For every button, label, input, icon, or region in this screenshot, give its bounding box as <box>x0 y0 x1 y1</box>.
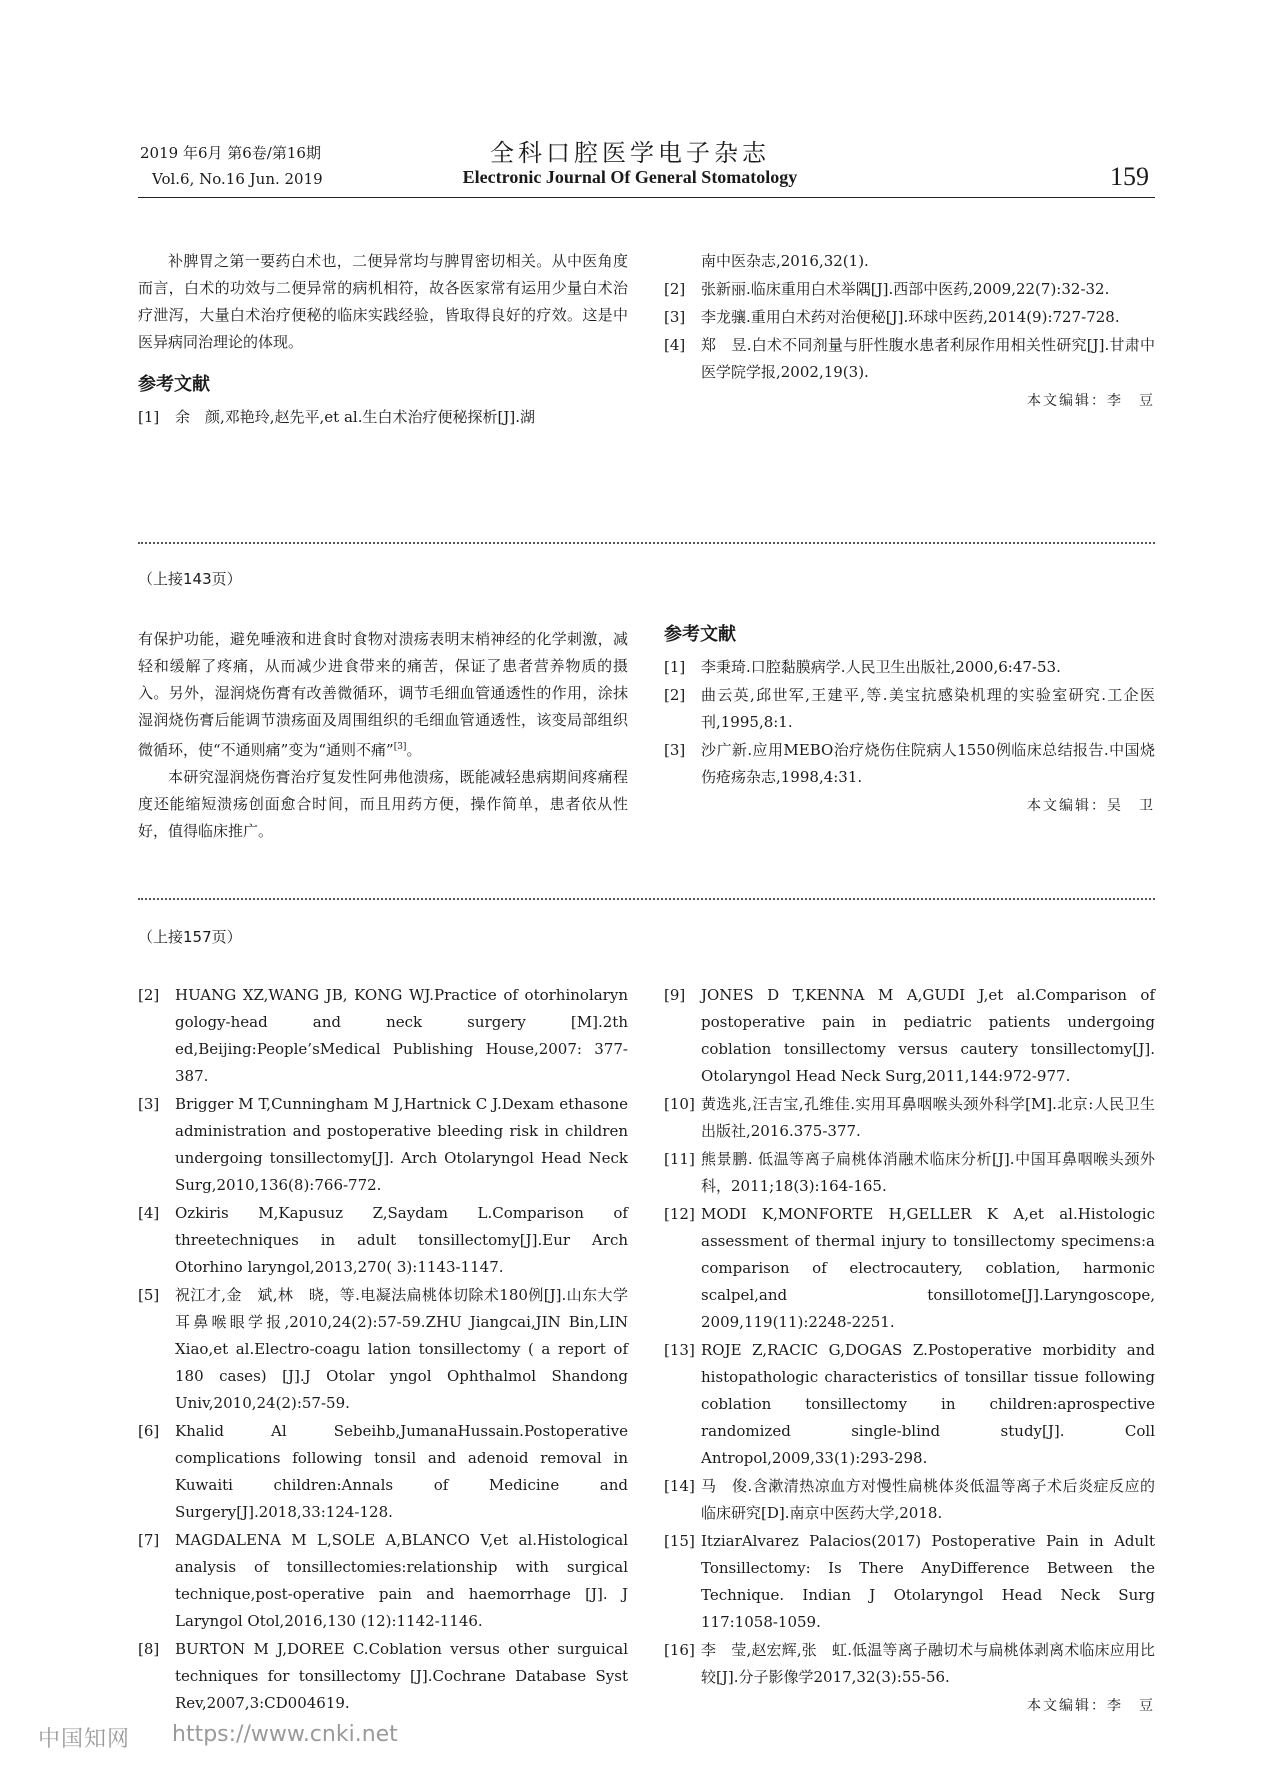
reference-text: Ozkiris M,Kapusuz Z,Saydam L.Comparison of threetechniques in adult tonsillectomy[J].Eur Arch Otorhino laryngol,2013,270( 3):1143-1147. <box>175 1204 628 1276</box>
reference-text: 沙广新.应用MEBO治疗烧伤住院病人1550例临床总结报告.中国烧伤疮疡杂志,1998,4:31. <box>701 741 1155 786</box>
reference-item <box>664 682 1155 736</box>
reference-item <box>664 276 1155 303</box>
reference-number: [3] <box>664 741 686 759</box>
reference-text: BURTON M J,DOREE C.Coblation versus other surguical techniques for tonsillectomy [J].Cochrane Database Syst Rev,2007,3:CD004619. <box>175 1640 628 1712</box>
section-divider <box>138 542 1155 544</box>
reference-item <box>664 1528 1155 1636</box>
reference-number: [1] <box>138 408 160 426</box>
reference-text: ItziarAlvarez Palacios(2017) Postoperative Pain in Adult Tonsillectomy: Is There AnyDifference Between the Technique. Indian J Otolaryngol Head Neck Surg 117:1058-1059. <box>701 1532 1155 1631</box>
reference-text: 张新丽.临床重用白术举隅[J].西部中医药,2009,22(7):32-32. <box>701 280 1110 298</box>
reference-item <box>664 1091 1155 1145</box>
reference-number: [3] <box>138 1095 160 1113</box>
section1-right-column <box>664 248 1155 415</box>
reference-text: 郑 昱.白术不同剂量与肝性腹水患者利尿作用相关性研究[J].甘肃中医学院学报,2002,19(3). <box>701 336 1155 381</box>
reference-item-continued <box>664 248 1155 275</box>
reference-text: 李龙骧.重用白术药对治便秘[J].环球中医药,2014(9):727-728. <box>701 308 1120 326</box>
reference-item <box>138 1282 628 1417</box>
reference-item <box>664 654 1155 681</box>
reference-item <box>138 1418 628 1526</box>
reference-item <box>138 982 628 1090</box>
section1-paragraph: 补脾胃之第一要药白术也，二便异常均与脾胃密切相关。从中医角度而言，白术的功效与二便异常的病机相符，故各医家常有运用少量白术治疗泄泻，大量白术治疗便秘的临床实践经验，皆取得良好的疗效。这是中医异病同治理论的体现。 <box>138 252 628 351</box>
reference-number: [4] <box>664 336 686 354</box>
reference-number: [6] <box>138 1422 160 1440</box>
section2-left-column <box>138 626 628 845</box>
reference-item <box>138 1200 628 1281</box>
reference-number: [2] <box>664 280 686 298</box>
reference-text: 马 俊.含漱清热凉血方对慢性扁桃体炎低温等离子术后炎症反应的临床研究[D].南京中医药大学,2018. <box>701 1477 1155 1522</box>
reference-number: [1] <box>664 658 686 676</box>
reference-item <box>664 1637 1155 1691</box>
reference-item <box>138 404 628 431</box>
reference-text: 熊景鹏. 低温等离子扁桃体消融术临床分析[J].中国耳鼻咽喉头颈外科，2011;18(3):164-165. <box>701 1150 1155 1195</box>
reference-number: [14] <box>664 1477 695 1495</box>
reference-text: Khalid Al Sebeihb,JumanaHussain.Postoperative complications following tonsil and adenoid removal in Kuwaiti children:Annals of Medicine and Surgery[J].2018,33:124-128. <box>175 1422 628 1521</box>
reference-item <box>664 1473 1155 1527</box>
reference-number: [12] <box>664 1205 695 1223</box>
section3-continued-label: （上接157页） <box>138 928 242 946</box>
header-date-cn: 2019 年6月 第6卷/第16期 <box>140 144 321 162</box>
reference-item <box>664 982 1155 1090</box>
paragraph-text: 有保护功能，避免唾液和进食时食物对溃疡表明末梢神经的化学刺激，减轻和缓解了疼痛，从而减少进食带来的痛苦，保证了患者营养物质的摄入。另外，湿润烧伤膏有改善微循环，调节毛细血管通透性的作用，涂抹湿润烧伤膏后能调节溃疡面及周围组织的毛细血管通透性，该变局部组织微循环，使“不通则痛”变为“通则不痛” <box>138 630 628 759</box>
section1-refs-heading: 参考文献 <box>138 374 210 395</box>
reference-item <box>664 1146 1155 1200</box>
reference-number: [8] <box>138 1640 160 1658</box>
journal-title-cn: 全科口腔医学电子杂志 <box>490 139 770 167</box>
reference-text: 余 颜,邓艳玲,赵先平,et al.生白术治疗便秘探析[J].湖 <box>175 408 535 426</box>
reference-item <box>138 1527 628 1635</box>
reference-text: 祝江才,金 斌,林 晓，等.电凝法扁桃体切除术180例[J].山东大学耳鼻喉眼学报,2010,24(2):57-59.ZHU Jiangcai,JIN Bin,LIN Xiao,et al.Electro-coagu lation tonsillectomy ( a report of 180 cases) [J].J Otolar yngol Ophthalmol Shandong Univ,2010,24(2):57-59. <box>175 1286 628 1412</box>
section1-editor: 本文编辑：李 豆 <box>1027 393 1155 409</box>
reference-number: [2] <box>664 686 686 704</box>
cnki-logo: 中国知网 <box>38 1727 131 1752</box>
reference-number: [16] <box>664 1641 695 1659</box>
reference-number: [5] <box>138 1286 160 1304</box>
reference-text: 李 莹,赵宏辉,张 虹.低温等离子融切术与扁桃体剥离术临床应用比较[J].分子影像学2017,32(3):55-56. <box>701 1641 1155 1686</box>
reference-number: [9] <box>664 986 686 1004</box>
reference-number: [11] <box>664 1150 695 1168</box>
reference-text: JONES D T,KENNA M A,GUDI J,et al.Comparison of postoperative pain in pediatric patients undergoing coblation tonsillectomy versus cautery tonsillectomy[J]. Otolaryngol Head Neck Surg,2011,144:972-977. <box>701 986 1155 1085</box>
reference-item <box>664 304 1155 331</box>
cnki-url[interactable]: https://www.cnki.net <box>172 1722 398 1747</box>
reference-item <box>664 332 1155 386</box>
journal-title-en: Electronic Journal Of General Stomatology <box>462 167 798 187</box>
reference-item <box>664 737 1155 791</box>
reference-item <box>138 1636 628 1717</box>
section3-right-column <box>664 982 1155 1720</box>
section2-paragraph-1: 有保护功能，避免唾液和进食时食物对溃疡表明末梢神经的化学刺激，减轻和缓解了疼痛，从而减少进食带来的痛苦，保证了患者营养物质的摄入。另外，湿润烧伤膏有改善微循环，调节毛细血管通透性的作用，涂抹湿润烧伤膏后能调节溃疡面及周围组织的毛细血管通透性，该变局部组织微循环，使“不通则痛”变为“通则不痛”[3]。 <box>138 630 628 759</box>
header-volume-en: Vol.6, No.16 Jun. 2019 <box>152 170 323 188</box>
reference-text: Brigger M T,Cunningham M J,Hartnick C J.Dexam ethasone administration and postoperative bleeding risk in children undergoing tonsillectomy[J]. Arch Otolaryngol Head Neck Surg,2010,136(8):766-772. <box>175 1095 628 1194</box>
section2-right-column <box>664 620 1155 820</box>
reference-text: 李秉琦.口腔黏膜病学.人民卫生出版社,2000,6:47-53. <box>701 658 1061 676</box>
reference-number: [3] <box>664 308 686 326</box>
section2-refs-heading: 参考文献 <box>664 624 736 645</box>
reference-number: [2] <box>138 986 160 1004</box>
reference-text: MODI K,MONFORTE H,GELLER K A,et al.Histologic assessment of thermal injury to tonsillectomy specimens:a comparison of electrocautery, coblation, harmonic scalpel,and tonsillotome[J].Laryngoscope, 2009,119(11):2248-2251. <box>701 1205 1155 1331</box>
reference-item <box>138 1091 628 1199</box>
reference-text: 黄选兆,汪吉宝,孔维佳.实用耳鼻咽喉头颈外科学[M].北京:人民卫生出版社,2016.375-377. <box>701 1095 1155 1140</box>
section2-continued-label: （上接143页） <box>138 570 242 588</box>
section1-left-column <box>138 248 628 432</box>
reference-item <box>664 1337 1155 1472</box>
reference-number: [7] <box>138 1531 160 1549</box>
reference-number: [13] <box>664 1341 695 1359</box>
reference-text: 曲云英,邱世军,王建平,等.美宝抗感染机理的实验室研究.工企医刊,1995,8:1. <box>701 686 1155 731</box>
reference-text: 南中医杂志,2016,32(1). <box>701 252 869 270</box>
section3-left-column <box>138 982 628 1718</box>
section2-paragraph-2: 本研究湿润烧伤膏治疗复发性阿弗他溃疡，既能减轻患病期间疼痛程度还能缩短溃疡创面愈合时间，而且用药方便，操作简单，患者依从性好，值得临床推广。 <box>138 768 628 840</box>
citation-superscript: [3] <box>393 742 407 752</box>
section3-editor: 本文编辑：李 豆 <box>1027 1698 1155 1714</box>
reference-text: MAGDALENA M L,SOLE A,BLANCO V,et al.Histological analysis of tonsillectomies:relationship with surgical technique,post-operative pain and haemorrhage [J]. J Laryngol Otol,2016,130 (12):1142-1146. <box>175 1531 628 1630</box>
section2-editor: 本文编辑：吴 卫 <box>1027 798 1155 814</box>
reference-item <box>664 1201 1155 1336</box>
reference-text: HUANG XZ,WANG JB, KONG WJ.Practice of otorhinolaryn gology-head and neck surgery [M].2th ed,Beijing:People’sMedical Publishing House,2007: 377- 387. <box>175 986 628 1085</box>
reference-number: [10] <box>664 1095 695 1113</box>
reference-number: [4] <box>138 1204 160 1222</box>
section-divider <box>138 898 1155 900</box>
page-number: 159 <box>1110 162 1149 191</box>
reference-number: [15] <box>664 1532 695 1550</box>
reference-text: ROJE Z,RACIC G,DOGAS Z.Postoperative morbidity and histopathologic characteristics of tonsillar tissue following coblation tonsillectomy in children:aprospective randomized single-blind study[J]. Coll Antropol,2009,33(1):293-298. <box>701 1341 1155 1467</box>
header-rule <box>138 197 1155 198</box>
